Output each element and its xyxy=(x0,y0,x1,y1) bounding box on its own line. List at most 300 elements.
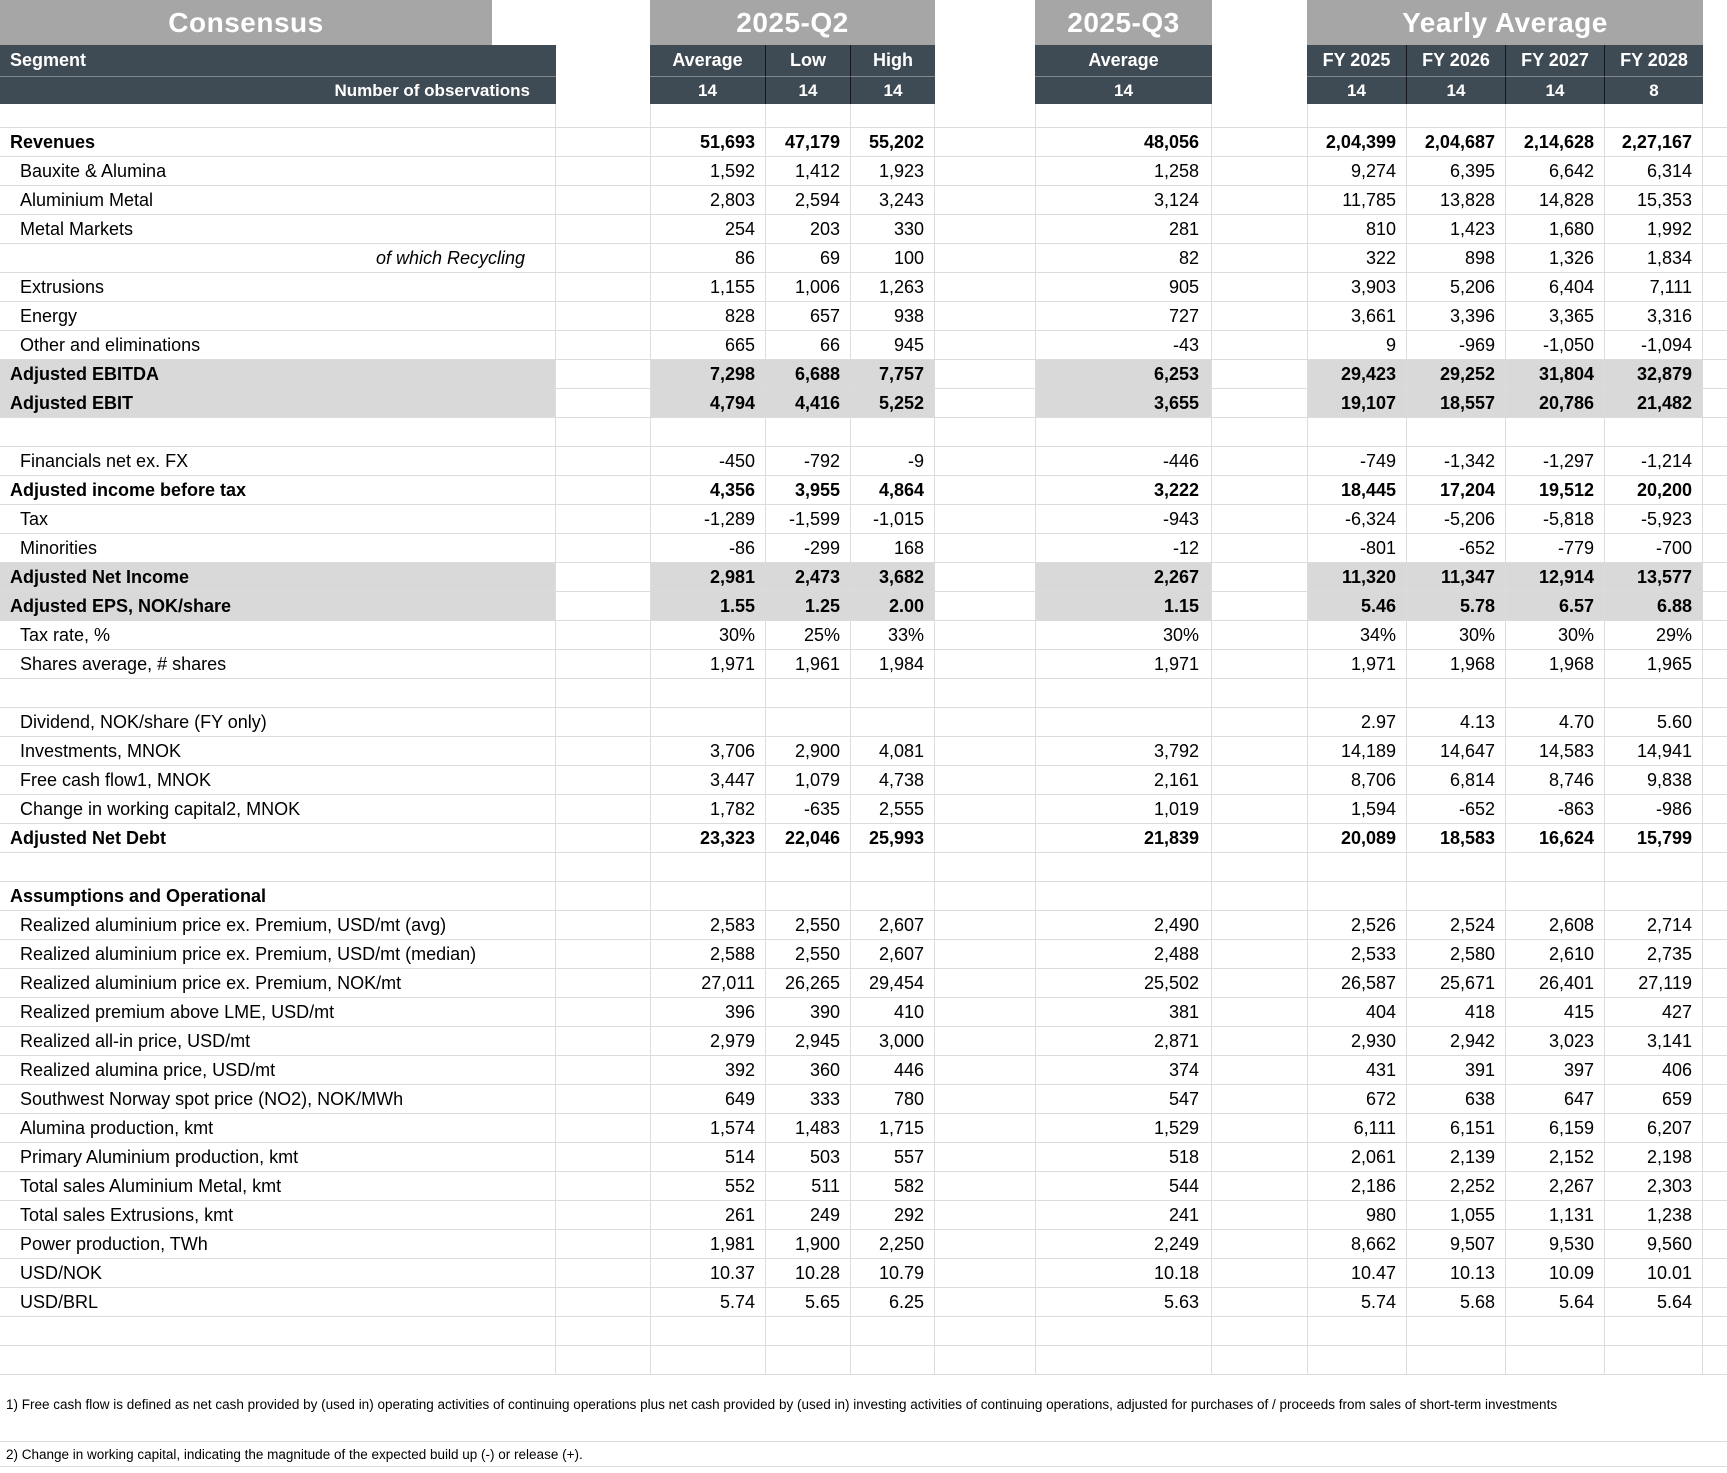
cell-fy2027: -1,297 xyxy=(1505,447,1604,475)
cell-q2-average: 1,971 xyxy=(650,650,765,678)
row-label xyxy=(0,679,556,707)
cell-fy2028: 32,879 xyxy=(1604,360,1703,388)
cell-q2-average: 1,574 xyxy=(650,1114,765,1142)
cell-fy2025: 2,186 xyxy=(1307,1172,1406,1200)
row-label: Realized premium above LME, USD/mt xyxy=(0,998,556,1026)
cell-q3-average: 2,249 xyxy=(1035,1230,1212,1258)
cell-q2-low: 1,006 xyxy=(765,273,850,301)
cell-fy2028: 20,200 xyxy=(1604,476,1703,504)
table-row xyxy=(0,621,1727,650)
cell-fy2025: 19,107 xyxy=(1307,389,1406,417)
cell-q3-average: 1,971 xyxy=(1035,650,1212,678)
cell-q2-low xyxy=(765,418,850,446)
cell-fy2026: 3,396 xyxy=(1406,302,1505,330)
cell-q2-average xyxy=(650,882,765,910)
cell-q2-low xyxy=(765,679,850,707)
cell-q2-high: 557 xyxy=(850,1143,935,1171)
table-row xyxy=(0,447,1727,476)
cell-q2-high: 945 xyxy=(850,331,935,359)
cell-fy2026: -969 xyxy=(1406,331,1505,359)
cell-fy2026: 418 xyxy=(1406,998,1505,1026)
cell-q3-average: 1.15 xyxy=(1035,592,1212,620)
table-row xyxy=(0,157,1727,186)
cell-q3-average: 3,655 xyxy=(1035,389,1212,417)
row-label: Change in working capital2, MNOK xyxy=(0,795,556,823)
cell-fy2028: 406 xyxy=(1604,1056,1703,1084)
cell-q2-low: 22,046 xyxy=(765,824,850,852)
cell-fy2025: 3,903 xyxy=(1307,273,1406,301)
cell-q2-low: 26,265 xyxy=(765,969,850,997)
cell-fy2027: 1,680 xyxy=(1505,215,1604,243)
cell-q2-average: 2,583 xyxy=(650,911,765,939)
cell-q2-low: -792 xyxy=(765,447,850,475)
table-row xyxy=(0,215,1727,244)
cell-q2-low: 1,900 xyxy=(765,1230,850,1258)
cell-q2-low xyxy=(765,1317,850,1345)
table-row xyxy=(0,1143,1727,1172)
row-label: Realized aluminium price ex. Premium, NOK/mt xyxy=(0,969,556,997)
cell-q3-average xyxy=(1035,882,1212,910)
row-label xyxy=(0,853,556,881)
cell-fy2028: 6,207 xyxy=(1604,1114,1703,1142)
cell-fy2027: 6.57 xyxy=(1505,592,1604,620)
table-row xyxy=(0,1201,1727,1230)
q2-high-obs: 14 xyxy=(850,76,935,104)
cell-fy2027: 647 xyxy=(1505,1085,1604,1113)
cell-fy2028: 427 xyxy=(1604,998,1703,1026)
cell-q2-average xyxy=(650,679,765,707)
cell-q2-average: 1,155 xyxy=(650,273,765,301)
table-row xyxy=(0,1056,1727,1085)
cell-fy2028 xyxy=(1604,1317,1703,1345)
cell-fy2027: 6,404 xyxy=(1505,273,1604,301)
cell-fy2028: -700 xyxy=(1604,534,1703,562)
yearly-average-title: Yearly Average xyxy=(1307,0,1703,45)
cell-fy2027: 30% xyxy=(1505,621,1604,649)
row-label: Realized aluminium price ex. Premium, USD/mt (median) xyxy=(0,940,556,968)
cell-fy2028 xyxy=(1604,1346,1703,1374)
cell-fy2027: 415 xyxy=(1505,998,1604,1026)
cell-q2-high: 410 xyxy=(850,998,935,1026)
cell-fy2026: 2,04,687 xyxy=(1406,128,1505,156)
cell-fy2028: 2,735 xyxy=(1604,940,1703,968)
cell-fy2026: -5,206 xyxy=(1406,505,1505,533)
cell-q2-low: 360 xyxy=(765,1056,850,1084)
cell-fy2028: 3,141 xyxy=(1604,1027,1703,1055)
cell-fy2026 xyxy=(1406,418,1505,446)
cell-fy2027: 14,828 xyxy=(1505,186,1604,214)
cell-fy2028: 27,119 xyxy=(1604,969,1703,997)
table-body xyxy=(0,128,1727,1375)
cell-q2-average: 51,693 xyxy=(650,128,765,156)
cell-fy2026: 5.68 xyxy=(1406,1288,1505,1316)
cell-q2-high xyxy=(850,708,935,736)
cell-q2-average xyxy=(650,418,765,446)
cell-q3-average xyxy=(1035,679,1212,707)
q2-average-header: Average xyxy=(650,45,765,76)
cell-fy2028: 1,834 xyxy=(1604,244,1703,272)
q2-average-obs: 14 xyxy=(650,76,765,104)
cell-q2-high: 1,263 xyxy=(850,273,935,301)
cell-q3-average xyxy=(1035,853,1212,881)
cell-q2-high: 6.25 xyxy=(850,1288,935,1316)
cell-fy2025: 9 xyxy=(1307,331,1406,359)
row-label: Dividend, NOK/share (FY only) xyxy=(0,708,556,736)
cell-q2-average xyxy=(650,853,765,881)
cell-q2-average: 1,782 xyxy=(650,795,765,823)
cell-fy2025: 9,274 xyxy=(1307,157,1406,185)
cell-q2-low: 657 xyxy=(765,302,850,330)
cell-q2-low: 1,412 xyxy=(765,157,850,185)
fy2028-obs: 8 xyxy=(1604,76,1703,104)
cell-q2-low: 66 xyxy=(765,331,850,359)
cell-fy2027: 20,786 xyxy=(1505,389,1604,417)
cell-q2-high: 168 xyxy=(850,534,935,562)
cell-fy2026: 2,942 xyxy=(1406,1027,1505,1055)
cell-fy2028: 5.60 xyxy=(1604,708,1703,736)
cell-q2-high: 2.00 xyxy=(850,592,935,620)
cell-q3-average: 82 xyxy=(1035,244,1212,272)
cell-q3-average: 2,871 xyxy=(1035,1027,1212,1055)
table-row xyxy=(0,389,1727,418)
row-label: Power production, TWh xyxy=(0,1230,556,1258)
row-label: Bauxite & Alumina xyxy=(0,157,556,185)
cell-fy2026: 5.78 xyxy=(1406,592,1505,620)
cell-fy2028: 1,992 xyxy=(1604,215,1703,243)
table-row xyxy=(0,998,1727,1027)
cell-q2-average: 2,981 xyxy=(650,563,765,591)
row-label: Adjusted EBITDA xyxy=(0,360,556,388)
cell-q2-average: 1.55 xyxy=(650,592,765,620)
cell-q2-low: 2,945 xyxy=(765,1027,850,1055)
cell-q3-average xyxy=(1035,1346,1212,1374)
cell-q2-high: 4,864 xyxy=(850,476,935,504)
cell-q2-low: 25% xyxy=(765,621,850,649)
table-row xyxy=(0,534,1727,563)
row-label: of which Recycling xyxy=(0,244,556,272)
cell-q2-average: 3,706 xyxy=(650,737,765,765)
cell-fy2028 xyxy=(1604,853,1703,881)
table-row xyxy=(0,244,1727,273)
cell-fy2025: 2.97 xyxy=(1307,708,1406,736)
cell-q2-high: 938 xyxy=(850,302,935,330)
cell-q2-low: 3,955 xyxy=(765,476,850,504)
row-label: Tax xyxy=(0,505,556,533)
cell-fy2028: -5,923 xyxy=(1604,505,1703,533)
q2-low-obs: 14 xyxy=(765,76,850,104)
cell-q2-average: 514 xyxy=(650,1143,765,1171)
cell-q3-average xyxy=(1035,418,1212,446)
cell-fy2025: 8,706 xyxy=(1307,766,1406,794)
cell-fy2027: 397 xyxy=(1505,1056,1604,1084)
cell-fy2027: 5.64 xyxy=(1505,1288,1604,1316)
cell-fy2025: 6,111 xyxy=(1307,1114,1406,1142)
cell-q2-average: -450 xyxy=(650,447,765,475)
row-label: Adjusted income before tax xyxy=(0,476,556,504)
table-row-blank xyxy=(0,418,1727,447)
cell-fy2028: 2,27,167 xyxy=(1604,128,1703,156)
cell-q3-average xyxy=(1035,1317,1212,1345)
cell-q2-low xyxy=(765,708,850,736)
cell-q2-average: 4,356 xyxy=(650,476,765,504)
cell-q3-average: 905 xyxy=(1035,273,1212,301)
cell-q2-average: 3,447 xyxy=(650,766,765,794)
cell-q2-average: -86 xyxy=(650,534,765,562)
row-label: Adjusted EBIT xyxy=(0,389,556,417)
cell-fy2028: 14,941 xyxy=(1604,737,1703,765)
cell-q2-high: 3,682 xyxy=(850,563,935,591)
cell-q2-high: 5,252 xyxy=(850,389,935,417)
cell-fy2026: 1,055 xyxy=(1406,1201,1505,1229)
cell-fy2028 xyxy=(1604,882,1703,910)
cell-fy2025: 404 xyxy=(1307,998,1406,1026)
cell-q2-average: 649 xyxy=(650,1085,765,1113)
cell-fy2028: 2,714 xyxy=(1604,911,1703,939)
cell-fy2026: 30% xyxy=(1406,621,1505,649)
cell-fy2028: -1,214 xyxy=(1604,447,1703,475)
cell-fy2027 xyxy=(1505,1317,1604,1345)
cell-q2-low: 69 xyxy=(765,244,850,272)
cell-fy2027: 12,914 xyxy=(1505,563,1604,591)
cell-fy2028: 5.64 xyxy=(1604,1288,1703,1316)
cell-fy2026: 638 xyxy=(1406,1085,1505,1113)
cell-q2-high: 292 xyxy=(850,1201,935,1229)
cell-fy2026: 2,139 xyxy=(1406,1143,1505,1171)
cell-fy2025: 2,061 xyxy=(1307,1143,1406,1171)
cell-fy2026 xyxy=(1406,1317,1505,1345)
table-row xyxy=(0,882,1727,911)
table-row xyxy=(0,186,1727,215)
cell-q3-average: 3,222 xyxy=(1035,476,1212,504)
row-label: Primary Aluminium production, kmt xyxy=(0,1143,556,1171)
cell-fy2028: 13,577 xyxy=(1604,563,1703,591)
cell-fy2026: 14,647 xyxy=(1406,737,1505,765)
cell-q2-low: 1,483 xyxy=(765,1114,850,1142)
cell-q2-high xyxy=(850,1317,935,1345)
cell-fy2026 xyxy=(1406,882,1505,910)
cell-fy2025: 29,423 xyxy=(1307,360,1406,388)
row-label xyxy=(0,1317,556,1345)
cell-q2-average xyxy=(650,1346,765,1374)
table-row xyxy=(0,1085,1727,1114)
table-row xyxy=(0,331,1727,360)
cell-fy2026: 6,151 xyxy=(1406,1114,1505,1142)
row-label: Investments, MNOK xyxy=(0,737,556,765)
cell-fy2026 xyxy=(1406,1346,1505,1374)
row-label: Revenues xyxy=(0,128,556,156)
cell-q3-average: 518 xyxy=(1035,1143,1212,1171)
cell-fy2028: 6.88 xyxy=(1604,592,1703,620)
cell-q2-average: 30% xyxy=(650,621,765,649)
cell-q2-low: 390 xyxy=(765,998,850,1026)
cell-q3-average: 241 xyxy=(1035,1201,1212,1229)
cell-fy2027: 9,530 xyxy=(1505,1230,1604,1258)
cell-q2-average: 396 xyxy=(650,998,765,1026)
cell-fy2028: 3,316 xyxy=(1604,302,1703,330)
table-row xyxy=(0,940,1727,969)
cell-fy2028: 1,965 xyxy=(1604,650,1703,678)
title-row xyxy=(0,0,1727,45)
cell-q2-average xyxy=(650,1317,765,1345)
table-row xyxy=(0,1114,1727,1143)
q3-title: 2025-Q3 xyxy=(1035,0,1212,45)
cell-q2-high xyxy=(850,679,935,707)
cell-q2-low: -1,599 xyxy=(765,505,850,533)
cell-q2-low: 47,179 xyxy=(765,128,850,156)
cell-q2-low: -299 xyxy=(765,534,850,562)
row-label: Adjusted Net Debt xyxy=(0,824,556,852)
column-header-row xyxy=(0,45,1727,76)
table-row xyxy=(0,476,1727,505)
cell-q3-average: 3,124 xyxy=(1035,186,1212,214)
cell-fy2026: 1,423 xyxy=(1406,215,1505,243)
cell-fy2027: 3,023 xyxy=(1505,1027,1604,1055)
cell-fy2026: 29,252 xyxy=(1406,360,1505,388)
cell-fy2027: -5,818 xyxy=(1505,505,1604,533)
cell-q2-high: 33% xyxy=(850,621,935,649)
row-label: Realized aluminium price ex. Premium, USD/mt (avg) xyxy=(0,911,556,939)
cell-q2-average: 665 xyxy=(650,331,765,359)
cell-q2-average: 5.74 xyxy=(650,1288,765,1316)
fy2025-obs: 14 xyxy=(1307,76,1406,104)
cell-q3-average: 381 xyxy=(1035,998,1212,1026)
row-label: Metal Markets xyxy=(0,215,556,243)
table-row xyxy=(0,128,1727,157)
cell-fy2028: 1,238 xyxy=(1604,1201,1703,1229)
cell-q2-low: 333 xyxy=(765,1085,850,1113)
row-label: Free cash flow1, MNOK xyxy=(0,766,556,794)
cell-q3-average: 48,056 xyxy=(1035,128,1212,156)
cell-fy2025: 2,930 xyxy=(1307,1027,1406,1055)
table-row-blank xyxy=(0,1317,1727,1346)
cell-q3-average: -943 xyxy=(1035,505,1212,533)
table-row xyxy=(0,1172,1727,1201)
cell-fy2026: 18,557 xyxy=(1406,389,1505,417)
cell-fy2026: 1,968 xyxy=(1406,650,1505,678)
cell-q2-average xyxy=(650,708,765,736)
cell-fy2025: 3,661 xyxy=(1307,302,1406,330)
cell-fy2027: 1,968 xyxy=(1505,650,1604,678)
cell-fy2025 xyxy=(1307,679,1406,707)
row-label: Realized all-in price, USD/mt xyxy=(0,1027,556,1055)
cell-fy2028: -986 xyxy=(1604,795,1703,823)
cell-q2-low: 2,550 xyxy=(765,940,850,968)
cell-q3-average: 21,839 xyxy=(1035,824,1212,852)
cell-q2-high: 55,202 xyxy=(850,128,935,156)
observations-label: Number of observations xyxy=(0,76,556,104)
cell-fy2026: 18,583 xyxy=(1406,824,1505,852)
cell-fy2027: 6,642 xyxy=(1505,157,1604,185)
table-row xyxy=(0,708,1727,737)
row-label: USD/BRL xyxy=(0,1288,556,1316)
table-row xyxy=(0,360,1727,389)
cell-q2-average: 1,981 xyxy=(650,1230,765,1258)
table-row xyxy=(0,1259,1727,1288)
cell-q2-low: 2,550 xyxy=(765,911,850,939)
cell-q2-low: 10.28 xyxy=(765,1259,850,1287)
cell-q2-high: 2,250 xyxy=(850,1230,935,1258)
cell-q2-high: 780 xyxy=(850,1085,935,1113)
cell-fy2027: 2,610 xyxy=(1505,940,1604,968)
table-row xyxy=(0,563,1727,592)
cell-q3-average xyxy=(1035,708,1212,736)
cell-q2-high: 2,607 xyxy=(850,911,935,939)
cell-q2-average: 2,588 xyxy=(650,940,765,968)
fy2026-obs: 14 xyxy=(1406,76,1505,104)
cell-fy2025: -749 xyxy=(1307,447,1406,475)
row-label: Shares average, # shares xyxy=(0,650,556,678)
cell-fy2025: -6,324 xyxy=(1307,505,1406,533)
fy2027-obs: 14 xyxy=(1505,76,1604,104)
cell-fy2028: 6,314 xyxy=(1604,157,1703,185)
cell-q2-low xyxy=(765,882,850,910)
cell-q2-low: 2,473 xyxy=(765,563,850,591)
cell-fy2026: 391 xyxy=(1406,1056,1505,1084)
cell-fy2027: 6,159 xyxy=(1505,1114,1604,1142)
cell-q3-average: 6,253 xyxy=(1035,360,1212,388)
table-row xyxy=(0,1288,1727,1317)
cell-fy2026: -652 xyxy=(1406,534,1505,562)
cell-fy2027 xyxy=(1505,1346,1604,1374)
cell-fy2027: -779 xyxy=(1505,534,1604,562)
cell-fy2025: 322 xyxy=(1307,244,1406,272)
cell-fy2026: 10.13 xyxy=(1406,1259,1505,1287)
cell-fy2025: -801 xyxy=(1307,534,1406,562)
cell-fy2028: 10.01 xyxy=(1604,1259,1703,1287)
table-row-blank xyxy=(0,1346,1727,1375)
cell-fy2025 xyxy=(1307,882,1406,910)
q2-low-header: Low xyxy=(765,45,850,76)
cell-fy2027: 4.70 xyxy=(1505,708,1604,736)
cell-fy2025: 14,189 xyxy=(1307,737,1406,765)
row-label: Southwest Norway spot price (NO2), NOK/MWh xyxy=(0,1085,556,1113)
cell-fy2026: 17,204 xyxy=(1406,476,1505,504)
row-label: Alumina production, kmt xyxy=(0,1114,556,1142)
cell-q3-average: 10.18 xyxy=(1035,1259,1212,1287)
cell-q2-high: -9 xyxy=(850,447,935,475)
consensus-header-cell xyxy=(0,0,556,45)
cell-q2-average: 2,803 xyxy=(650,186,765,214)
cell-fy2027: 2,152 xyxy=(1505,1143,1604,1171)
cell-q3-average: 544 xyxy=(1035,1172,1212,1200)
cell-fy2027: 19,512 xyxy=(1505,476,1604,504)
footnote-2: 2) Change in working capital, indicating the magnitude of the expected build up (-) or release (+). xyxy=(0,1441,1727,1467)
row-label: Minorities xyxy=(0,534,556,562)
cell-fy2027: 1,131 xyxy=(1505,1201,1604,1229)
cell-q3-average: 3,792 xyxy=(1035,737,1212,765)
cell-q2-low: 5.65 xyxy=(765,1288,850,1316)
cell-fy2025: 2,533 xyxy=(1307,940,1406,968)
cell-q3-average: 25,502 xyxy=(1035,969,1212,997)
cell-q2-high xyxy=(850,853,935,881)
table-row xyxy=(0,766,1727,795)
cell-fy2026: -652 xyxy=(1406,795,1505,823)
cell-fy2026: 5,206 xyxy=(1406,273,1505,301)
cell-fy2025 xyxy=(1307,418,1406,446)
table-row xyxy=(0,795,1727,824)
q2-high-header: High xyxy=(850,45,935,76)
cell-fy2028: 2,198 xyxy=(1604,1143,1703,1171)
cell-q3-average: 1,529 xyxy=(1035,1114,1212,1142)
cell-fy2025: 1,594 xyxy=(1307,795,1406,823)
cell-q2-high: 582 xyxy=(850,1172,935,1200)
cell-q2-average: 4,794 xyxy=(650,389,765,417)
cell-fy2028: 659 xyxy=(1604,1085,1703,1113)
cell-q2-high: 1,923 xyxy=(850,157,935,185)
cell-fy2025: 810 xyxy=(1307,215,1406,243)
cell-q2-high: 2,607 xyxy=(850,940,935,968)
table-row xyxy=(0,592,1727,621)
